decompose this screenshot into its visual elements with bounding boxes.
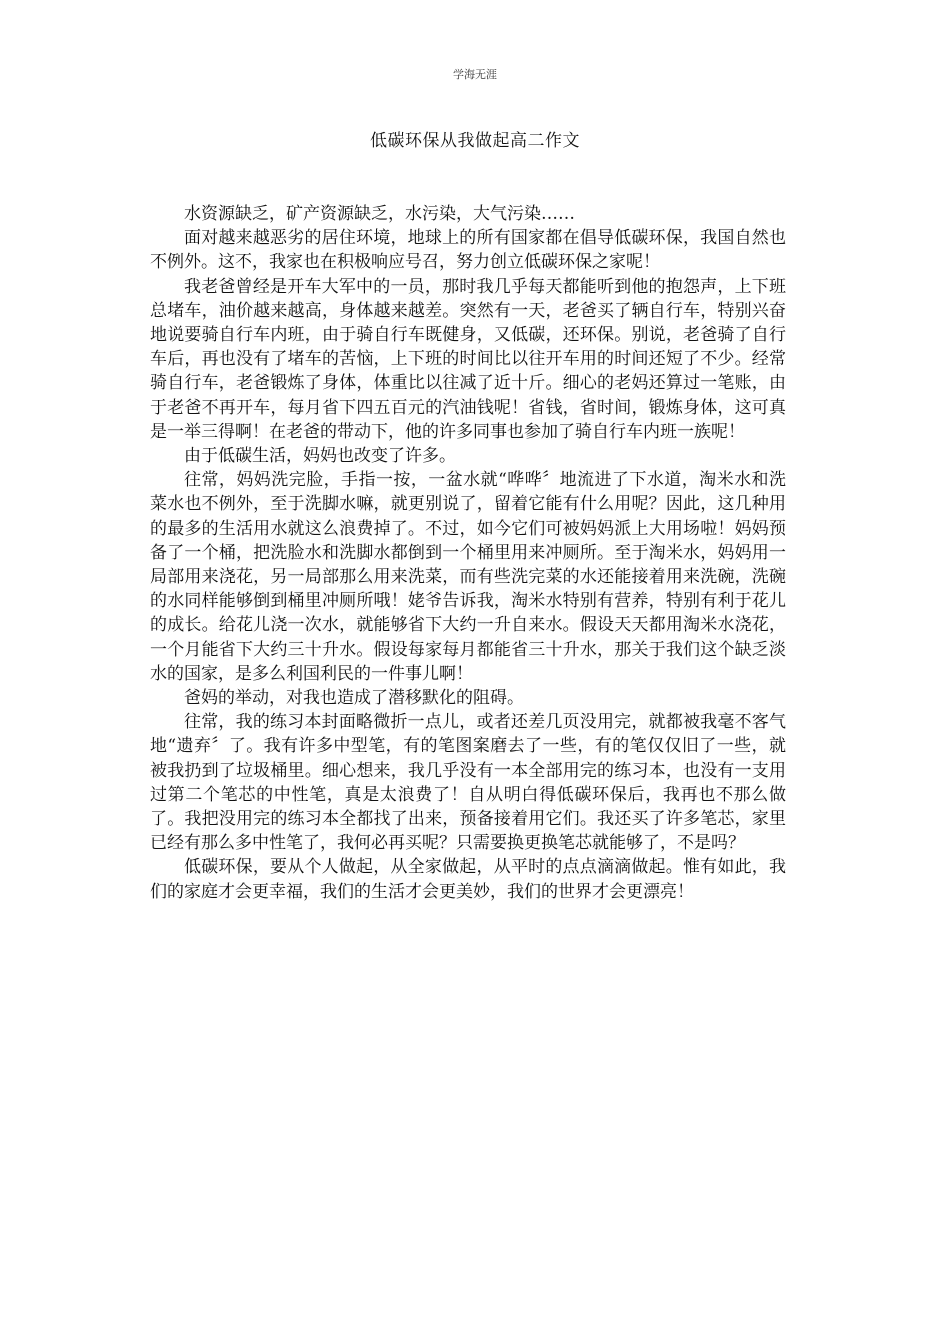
essay-body — [150, 202, 786, 904]
paragraph: 我老爸曾经是开车大军中的一员，那时我几乎每天都能听到他的抱怨声，上下班总堵车，油价越来越高，身体越来越差。突然有一天，老爸买了辆自行车，特别兴奋地说要骑自行车内班，由于骑自行车既健身，又低碳，还环保。别说，老爸骑了自行车后，再也没有了堵车的苦恼，上下班的时间比以往开车用的时间还短了不少。经常骑自行车，老爸锻炼了身体，体重比以往减了近十斤。细心的老妈还算过一笔账，由于老爸不再开车，每月省下四五百元的汽油钱呢！省钱，省时间，锻炼身体，这可真是一举三得啊！在老爸的带动下，他的许多同事也参加了骑自行车内班一族呢！ — [150, 276, 786, 442]
paragraph: 爸妈的举动，对我也造成了潜移默化的阻碍。 — [184, 688, 524, 709]
paragraph: 由于低碳生活，妈妈也改变了许多。 — [184, 446, 456, 467]
page-title: 低碳环保从我做起高二作文 — [370, 131, 580, 151]
paragraph: 低碳环保，要从个人做起，从全家做起，从平时的点点滴滴做起。惟有如此，我们的家庭才会更幸福，我们的生活才会更美妙，我们的世界才会更漂亮！ — [150, 857, 786, 902]
page-header: 学海无涯 — [453, 68, 497, 81]
paragraph: 面对越来越恶劣的居住环境，地球上的所有国家都在倡导低碳环保，我国自然也不例外。这不，我家也在积极响应号召，努力创立低碳环保之家呢！ — [150, 228, 786, 273]
paragraph: 往常，我的练习本封面略微折一点儿，或者还差几页没用完，就都被我毫不客气地“遗弃〞了。我有许多中型笔，有的笔图案磨去了一些，有的笔仅仅旧了一些，就被我扔到了垃圾桶里。细心想来，我几乎没有一本全部用完的练习本，也没有一支用过第二个笔芯的中性笔，真是太浪费了！自从明白得低碳环保后，我再也不那么做了。我把没用完的练习本全都找了出来，预备接着用它们。我还买了许多笔芯，家里已经有那么多中性笔了，我何必再买呢？只需要换更换笔芯就能够了，不是吗？ — [150, 712, 786, 854]
paragraph: 往常，妈妈洗完脸，手指一按，一盆水就“哗哗〞地流进了下水道，淘米水和洗菜水也不例外，至于洗脚水嘛，就更别说了，留着它能有什么用呢？因此，这几种用的最多的生活用水就这么浪费掉了。不过，如今它们可被妈妈派上大用场啦！妈妈预备了一个桶，把洗脸水和洗脚水都倒到一个桶里用来冲厕所。至于淘米水，妈妈用一局部用来浇花，另一局部那么用来洗菜，而有些洗完菜的水还能接着用来洗碗，洗碗的水同样能够倒到桶里冲厕所哦！姥爷告诉我，淘米水特别有营养，特别有利于花儿的成长。给花儿浇一次水，就能够省下大约一升自来水。假设天天都用淘米水浇花，一个月能省下大约三十升水。假设每家每月都能省三十升水，那关于我们这个缺乏淡水的国家，是多么利国利民的一件事儿啊！ — [150, 470, 786, 684]
paragraph: 水资源缺乏，矿产资源缺乏，水污染，大气污染…… — [184, 204, 575, 224]
